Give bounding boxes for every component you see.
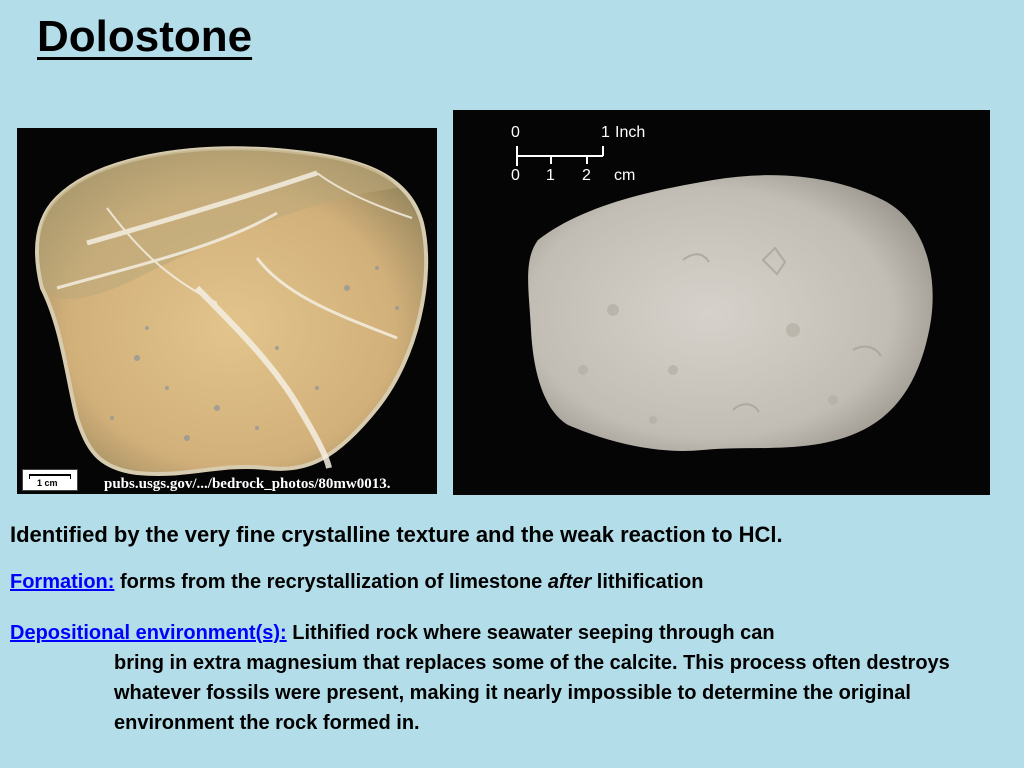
right-rock-photo xyxy=(453,110,990,495)
depositional-first-line: Lithified rock where seawater seeping through can xyxy=(286,622,775,644)
slide-title: Dolostone xyxy=(37,12,253,61)
depositional-continuation: bring in extra magnesium that replaces some of the calcite. This process often destroys whatever fossils were present, making it nearly impossible to determine the original environment the rock formed in. xyxy=(114,652,950,734)
ruler-cm-unit: cm xyxy=(614,167,636,184)
formation-emphasis: after xyxy=(547,571,592,593)
photo-source-caption: pubs.usgs.gov/.../bedrock_photos/80mw0013. xyxy=(104,476,391,492)
formation-paragraph xyxy=(10,571,1015,594)
ruler-cm-1: 1 xyxy=(546,167,555,184)
left-rock-photo xyxy=(17,128,437,494)
ruler-inch-unit: Inch xyxy=(615,124,646,141)
depositional-paragraph xyxy=(10,618,1015,738)
formation-link[interactable]: Formation: xyxy=(10,571,115,593)
ruler-cm-0: 0 xyxy=(511,167,520,184)
ruler-graphic xyxy=(517,146,603,166)
formation-text-after: lithification xyxy=(591,571,704,593)
scale-bar-box xyxy=(22,469,78,491)
ruler-inch-start: 0 xyxy=(511,124,520,141)
sliced-dolostone-image xyxy=(17,128,437,494)
ruler-cm-2: 2 xyxy=(582,167,591,184)
depositional-environment-link[interactable]: Depositional environment(s): xyxy=(10,622,287,644)
formation-text-before: forms from the recrystallization of limestone xyxy=(114,571,548,593)
identification-text: Identified by the very fine crystalline texture and the weak reaction to HCl. xyxy=(10,522,783,547)
dolostone-sample-image xyxy=(453,110,990,495)
scale-bar-label: 1 cm xyxy=(37,478,58,488)
ruler-inch-end: 1 xyxy=(601,124,610,141)
